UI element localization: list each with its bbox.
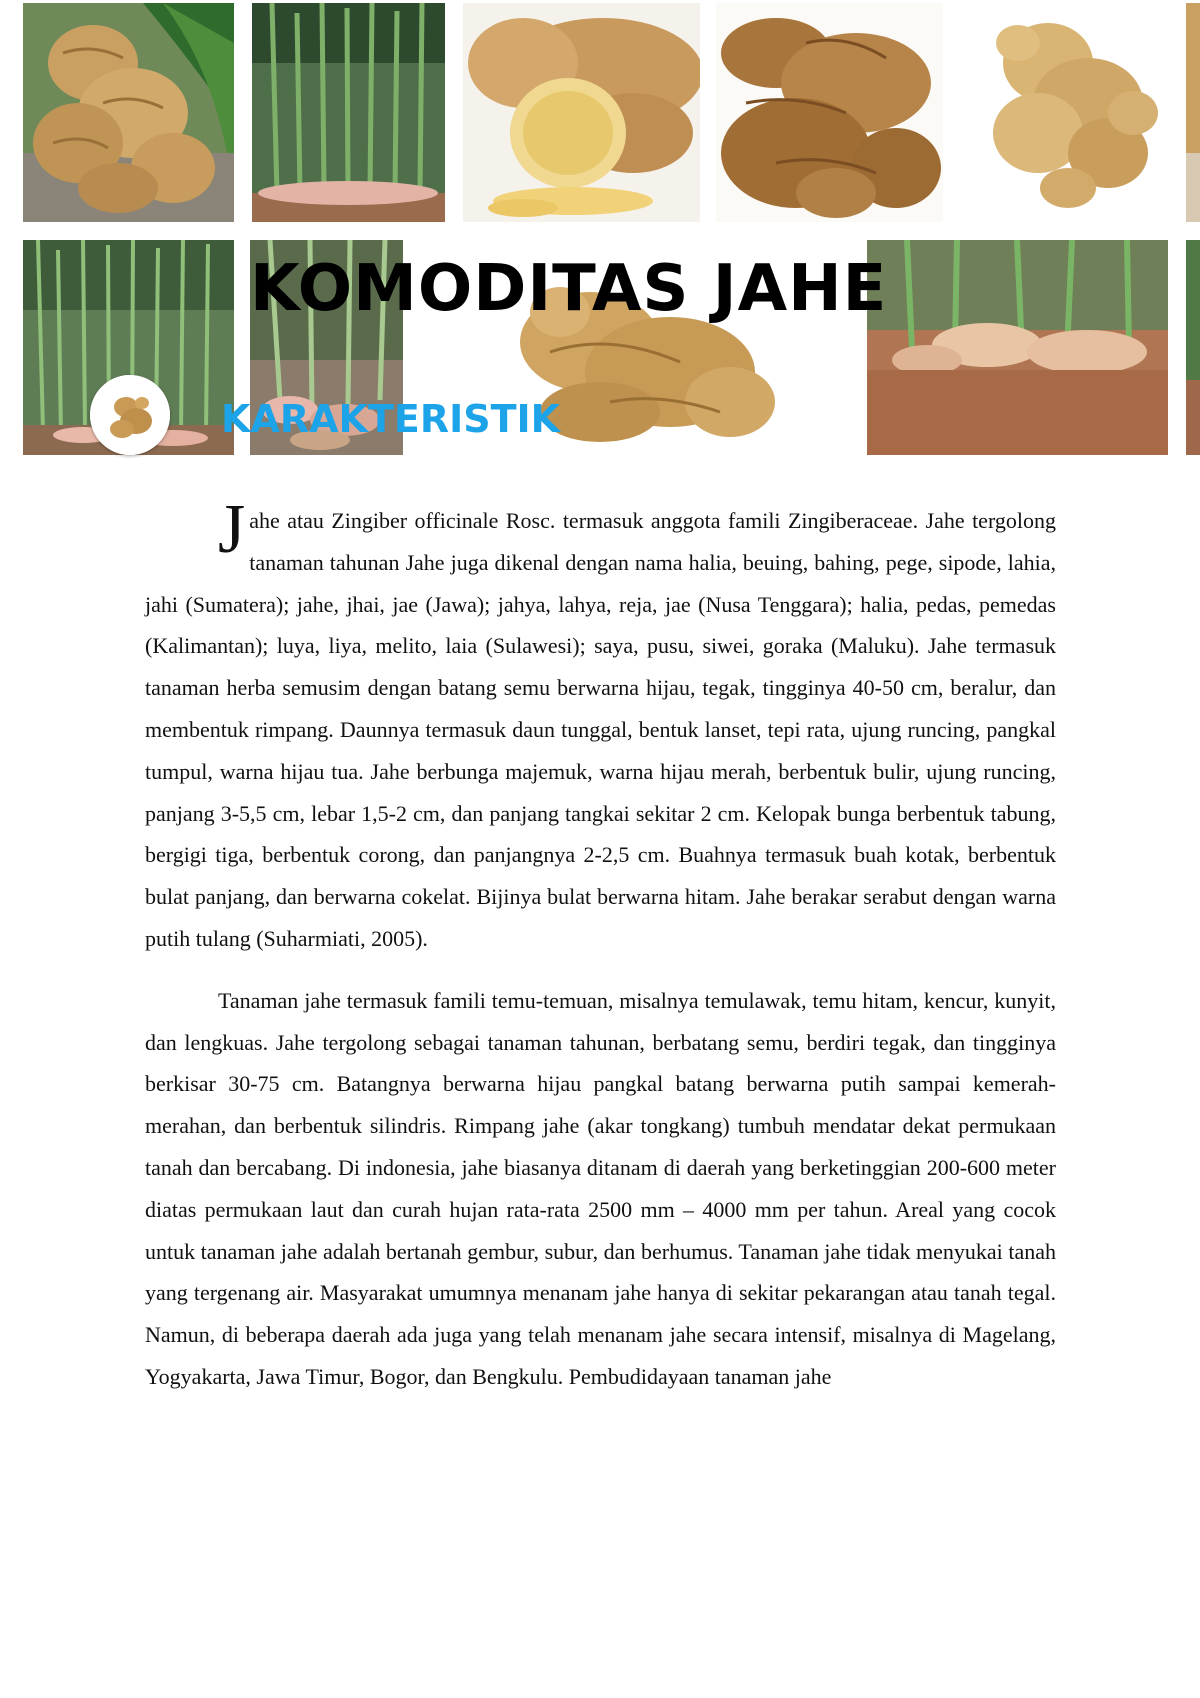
paragraph-1	[145, 491, 1056, 960]
ginger-logo-badge	[90, 375, 170, 455]
drop-cap: J	[218, 491, 246, 568]
paragraph-2: Tanaman jahe termasuk famili temu-temuan, misalnya temulawak, temu hitam, kencur, kunyit, dan lengkuas. Jahe tergolong sebagai tanaman tahunan, berbatang semu, berdiri tegak, dan tingginya berkisar 30-75 cm. Batangnya berwarna hijau pangkal batang berwarna putih sampai kemerah-merahan, dan berbentuk silindris. Rimpang jahe (akar tongkang) tumbuh mendatar dekat permukaan tanah dan bercabang. Di indonesia, jahe biasanya ditanam di daerah yang berketinggian 200-600 meter diatas permukaan laut dan curah hujan rata-rata 2500 mm – 4000 mm per tahun. Areal yang cocok untuk tanaman jahe adalah bertanah gembur, subur, dan berhumus. Tanaman jahe tidak menyukai tanah yang tergenang air. Masyarakat umumnya menanam jahe hanya di sekitar pekarangan atau tanah tegal. Namun, di beberapa daerah ada juga yang telah menanam jahe secara intensif, misalnya di Magelang, Yogyakarta, Jawa Timur, Bogor, dan Bengkulu. Pembudidayaan tanaman jahe	[145, 987, 1056, 1389]
ginger-in-soil-photo	[867, 240, 1168, 455]
photo-collage	[0, 0, 1200, 460]
ginger-rhizome-white-bg-photo	[958, 3, 1184, 222]
ginger-edge-photo-bottom	[1186, 240, 1200, 455]
sliced-ginger-photo	[463, 3, 700, 222]
ginger-plant-stems-photo	[252, 3, 445, 222]
ginger-edge-photo-top	[1186, 3, 1200, 222]
ginger-root-photo	[716, 3, 943, 222]
page-title: KOMODITAS JAHE	[250, 252, 888, 326]
paragraph-1-text: ahe atau Zingiber officinale Rosc. termasuk anggota famili Zingiberaceae. Jahe tergolong tanaman tahunan Jahe juga dikenal dengan nama halia, beuing, bahing, pege, sipode, lahia, jahi (Sumatera); jahe, jhai, jae (Jawa); jahya, lahya, reja, jae (Nusa Tenggara); halia, pedas, pemedas (Kalimantan); luya, liya, melito, laia (Sulawesi); saya, pusu, siwei, goraka (Maluku). Jahe termasuk tanaman herba semusim dengan batang semu berwarna hijau, tegak, tingginya 40-50 cm, beralur, dan membentuk rimpang. Daunnya termasuk daun tunggal, bentuk lanset, tepi rata, ujung runcing, pangkal tumpul, warna hijau tua. Jahe berbunga majemuk, warna hijau merah, berbentuk bulir, ujung runcing, panjang 3-5,5 cm, lebar 1,5-2 cm, dan panjang tangkai sekitar 2 cm. Kelopak bunga berbentuk tabung, bergigi tiga, berbentuk corong, dan panjangnya 2-2,5 cm. Buahnya termasuk buah kotak, berbentuk bulat panjang, dan berwarna cokelat. Bijinya bulat berwarna hitam. Jahe berakar serabut dengan warna putih tulang (Suharmiati, 2005).	[145, 508, 1056, 951]
section-title: KARAKTERISTIK	[221, 397, 561, 441]
body-content	[145, 491, 1056, 1398]
ginger-rhizome-leaves-photo	[23, 3, 234, 222]
